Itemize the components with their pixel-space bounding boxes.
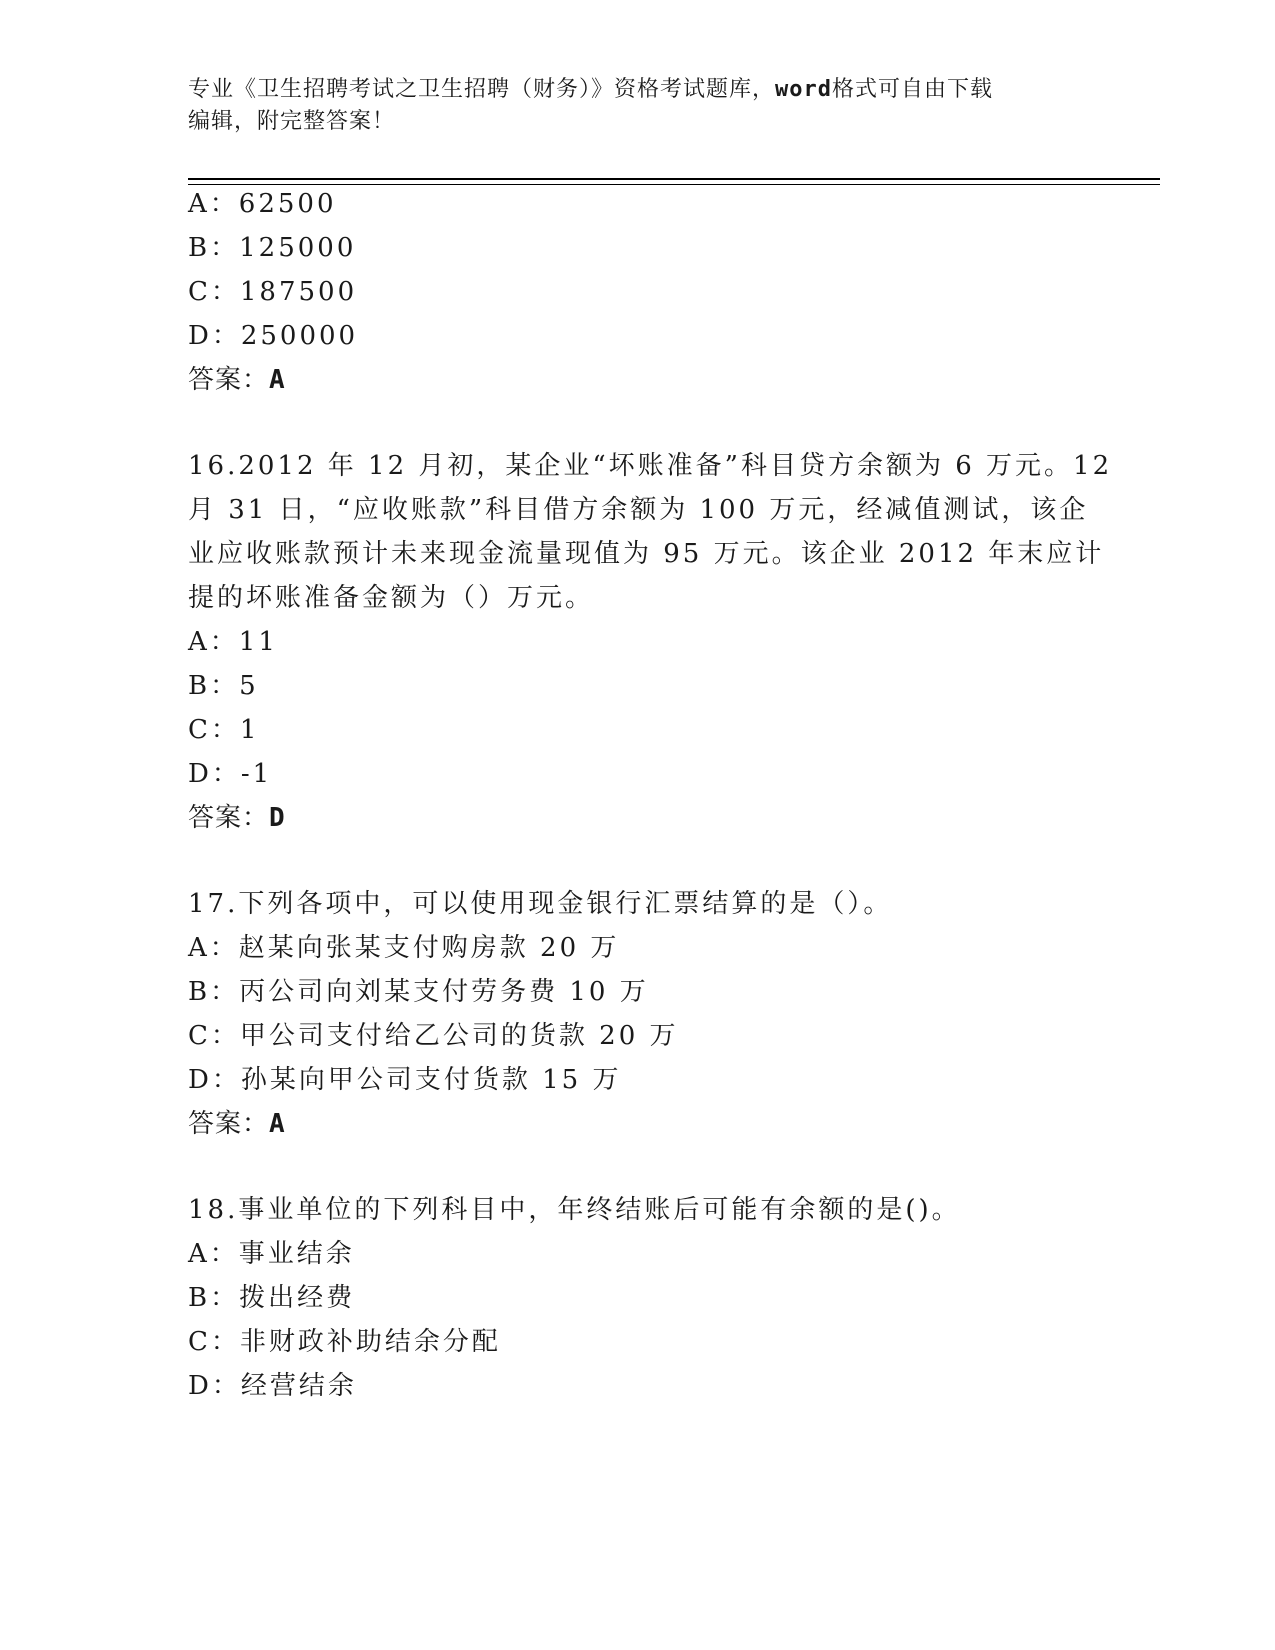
header-line-2: 编辑，附完整答案！: [188, 109, 396, 134]
header-text-a: 专业《卫生招聘考试之卫生招聘（财务）》资格考试题库，: [188, 77, 776, 102]
document-header: [188, 74, 1068, 138]
q17-option-c: C：甲公司支付给乙公司的货款 20 万: [188, 1021, 679, 1051]
q15-answer-value: A: [269, 365, 286, 395]
q17-answer-label: 答案：: [188, 1109, 270, 1139]
q16-answer-value: D: [269, 803, 286, 833]
q17-option-b: B：丙公司向刘某支付劳务费 10 万: [188, 977, 649, 1007]
q16-stem-line-3: 业应收账款预计未来现金流量现值为 95 万元。该企业 2012 年末应计: [188, 539, 1105, 569]
q16-option-d: D：-1: [188, 759, 273, 789]
q16-option-c: C：1: [188, 715, 260, 745]
q15-answer-label: 答案：: [188, 365, 270, 395]
q17-answer-value: A: [269, 1109, 286, 1139]
q15-option-c: C：187500: [188, 277, 358, 307]
q16-option-b: B：5: [188, 671, 259, 701]
q16-stem-line-4: 提的坏账准备金额为（）万元。: [188, 583, 595, 613]
header-divider-thick: [188, 178, 1160, 180]
q16-answer: [188, 802, 286, 834]
q16-stem-line-1: 16.2012 年 12 月初，某企业“坏账准备”科目贷方余额为 6 万元。12: [188, 451, 1113, 481]
header-word: word: [775, 77, 832, 102]
q18-option-c: C：非财政补助结余分配: [188, 1327, 501, 1357]
q15-option-a: A：62500: [188, 189, 337, 219]
q16-option-a: A：11: [188, 627, 278, 657]
q17-option-a: A：赵某向张某支付购房款 20 万: [188, 933, 620, 963]
q17-answer: [188, 1108, 286, 1140]
q17-stem: 17.下列各项中，可以使用现金银行汇票结算的是（）。: [188, 889, 893, 919]
q16-answer-label: 答案：: [188, 803, 270, 833]
header-text-b: 格式可自由下载: [832, 77, 994, 102]
q15-option-d: D：250000: [188, 321, 359, 351]
q18-option-b: B：拨出经费: [188, 1283, 356, 1313]
q15-answer: [188, 364, 286, 396]
header-line-1: [188, 74, 1068, 106]
q15-option-b: B：125000: [188, 233, 357, 263]
q17-option-d: D：孙某向甲公司支付货款 15 万: [188, 1065, 622, 1095]
q18-stem: 18.事业单位的下列科目中，年终结账后可能有余额的是()。: [188, 1195, 961, 1225]
header-divider-thin: [188, 184, 1160, 185]
q18-option-d: D：经营结余: [188, 1371, 357, 1401]
q16-stem-line-2: 月 31 日，“应收账款”科目借方余额为 100 万元，经减值测试，该企: [188, 495, 1089, 525]
q18-option-a: A：事业结余: [188, 1239, 355, 1269]
